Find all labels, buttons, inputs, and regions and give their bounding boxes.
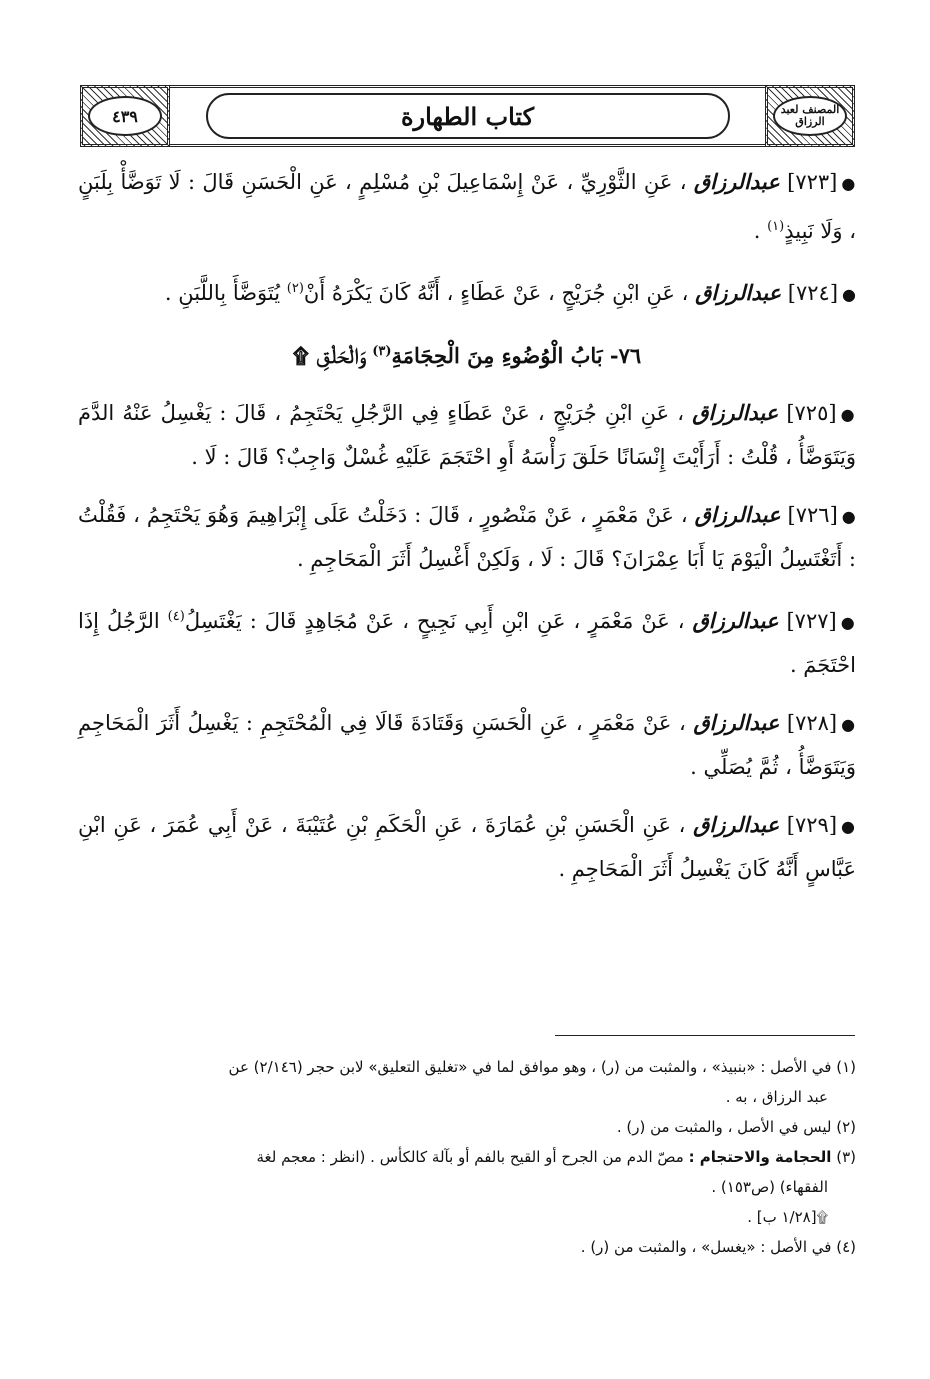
footnote-1-cont: عبد الرزاق ، به .	[725, 1088, 828, 1106]
hadith-tail: .	[753, 219, 768, 243]
bullet-icon: ●	[841, 715, 856, 734]
hadith-text: ، عَنِ ابْنِ جُرَيْجٍ ، عَنْ عَطَاءٍ فِي الرَّجُلِ يَحْتَجِمُ ، قَالَ : يَغْسِلُ عَنْهُ الدَّمَ وَيَتَوَضَّأُ ، قُلْتُ : أَرَأَيْتَ إِنْسَانًا حَلَقَ رَأْسَهُ أَوِ احْتَجَمَ عَلَيْهِ غُسْلٌ وَاجِبٌ؟ قَالَ : لَا .	[78, 401, 856, 469]
hadith-726	[78, 493, 856, 581]
hadith-number: [٧٢٧]	[786, 609, 837, 633]
hadith-text: ، عَنْ مَعْمَرٍ ، عَنِ ابْنِ أَبِي نَجِيحٍ ، عَنْ مُجَاهِدٍ قَالَ : يَغْتَسِلُ	[184, 609, 685, 633]
bullet-icon: ●	[841, 174, 856, 193]
footnote-term: الحجامة والاحتجام :	[688, 1148, 832, 1166]
footnote-text: مصّ الدم من الجرح أو القيح بالفم أو بآلة كالكأس . (انظر : معجم لغة	[256, 1148, 684, 1166]
hadith-author: عبدالرزاق	[692, 608, 779, 633]
hadith-author: عبدالرزاق	[693, 169, 780, 194]
footnote-text: في الأصل : «بنبيذ» ، والمثبت من (ر) ، وهو موافق لما في «تغليق التعليق» لابن حجر (٢/١٤٦) عن	[228, 1058, 832, 1076]
hadith-number: [٧٢٤]	[787, 281, 839, 305]
footnote-label: (٣)	[836, 1148, 856, 1166]
title-band	[170, 85, 765, 147]
footnote-text: ليس في الأصل ، والمثبت من (ر) .	[616, 1118, 832, 1136]
folio-text: [١/٢٨ ب] .	[747, 1208, 817, 1226]
hadith-number: [٧٢٣]	[787, 170, 838, 194]
footnote-text: في الأصل : «يغسل» ، والمثبت من (ر) .	[580, 1238, 832, 1256]
footnotes	[78, 1052, 856, 1262]
page-number: ٤٣٩	[88, 96, 162, 136]
hadith-724	[78, 267, 856, 316]
hadith-author: عبدالرزاق	[692, 400, 779, 425]
hadith-text: ، عَنِ ابْنِ جُرَيْجٍ ، عَنْ عَطَاءٍ ، أَنَّهُ كَانَ يَكْرَهُ أَنْ	[303, 281, 689, 305]
footnote-divider	[555, 1035, 855, 1036]
footnote-4	[78, 1232, 856, 1262]
hadith-tail: يُتَوَضَّأَ بِاللَّبَنِ .	[164, 281, 287, 305]
hadith-text: ، عَنْ مَعْمَرٍ ، عَنِ الْحَسَنِ وَقَتَادَةَ قَالَا فِي الْمُحْتَجِمِ : يَغْسِلُ أَثَرَ الْمَحَاجِمِ وَيَتَوَضَّأُ ، ثُمَّ يُصَلِّي .	[78, 711, 856, 779]
bullet-icon: ●	[841, 817, 856, 836]
folio-label: ۩	[816, 1208, 828, 1226]
book-title: كتاب الطهارة	[206, 93, 730, 139]
hadith-tail: الرَّجُلُ إِذَا احْتَجَمَ .	[78, 609, 856, 677]
hadith-723	[78, 160, 856, 253]
footnote-label: (١)	[836, 1058, 856, 1076]
hadith-author: عبدالرزاق	[694, 502, 781, 527]
hadith-author: عبدالرزاق	[693, 710, 780, 735]
page-header	[80, 85, 855, 147]
page-number-ornament	[80, 85, 170, 147]
hadith-727	[78, 595, 856, 687]
footnote-2	[78, 1112, 856, 1142]
hadith-number: [٧٢٩]	[786, 813, 838, 837]
hadith-728	[78, 701, 856, 789]
footnote-ref: (١)	[767, 219, 785, 234]
footnote-ref: (٢)	[286, 281, 304, 296]
chapter-tail: وَالْحَلْقِ ۩	[292, 343, 373, 368]
hadith-number: [٧٢٥]	[786, 401, 837, 425]
bullet-icon: ●	[840, 613, 856, 632]
hadith-author: عبدالرزاق	[693, 812, 780, 837]
hadith-text: ، عَنْ مَعْمَرٍ ، عَنْ مَنْصُورٍ ، قَالَ : دَخَلْتُ عَلَى إِبْرَاهِيمَ وَهُوَ يَحْتَجِمُ ، فَقُلْتُ : أَتَغْتَسِلُ الْيَوْمَ يَا أَبَا عِمْرَانَ؟ قَالَ : لَا ، وَلَكِنْ أَغْسِلُ أَثَرَ الْمَحَاجِمِ .	[78, 503, 856, 571]
bullet-icon: ●	[842, 285, 856, 304]
main-text	[78, 160, 856, 905]
folio-note	[78, 1202, 856, 1232]
chapter-title: ٧٦- بَابُ الْوُضُوءِ مِنَ الْحِجَامَةِ	[391, 343, 642, 368]
bullet-icon: ●	[841, 507, 856, 526]
footnote-label: (٢)	[836, 1118, 856, 1136]
hadith-number: [٧٢٦]	[787, 503, 838, 527]
hadith-author: عبدالرزاق	[695, 280, 782, 305]
footnote-1	[78, 1052, 856, 1082]
emblem-text: المصنف لعبد الرزاق	[773, 96, 847, 136]
footnote-ref: (٣)	[372, 344, 392, 359]
footnote-3	[78, 1142, 856, 1172]
hadith-text: ، عَنِ الْحَسَنِ بْنِ عُمَارَةَ ، عَنِ الْحَكَمِ بْنِ عُتَيْبَةَ ، عَنْ أَبِي عُمَرَ ، عَنِ ابْنِ عَبَّاسٍ أَنَّهُ كَانَ يَغْسِلُ أَثَرَ الْمَحَاجِمِ .	[78, 813, 856, 881]
hadith-text: ، عَنِ الثَّوْرِيِّ ، عَنْ إِسْمَاعِيلَ بْنِ مُسْلِمٍ ، عَنِ الْحَسَنِ قَالَ : لَا تَوَضَّأْ بِلَبَنٍ ، وَلَا نَبِيذٍ	[78, 170, 856, 243]
hadith-729	[78, 803, 856, 891]
hadith-725	[78, 391, 856, 479]
emblem-ornament	[765, 85, 855, 147]
hadith-number: [٧٢٨]	[786, 711, 838, 735]
footnote-label: (٤)	[836, 1238, 856, 1256]
chapter-heading	[78, 330, 856, 377]
footnote-3-cont: الفقهاء) (ص١٥٣) .	[711, 1178, 828, 1196]
footnote-ref: (٤)	[167, 609, 185, 624]
bullet-icon: ●	[840, 405, 856, 424]
